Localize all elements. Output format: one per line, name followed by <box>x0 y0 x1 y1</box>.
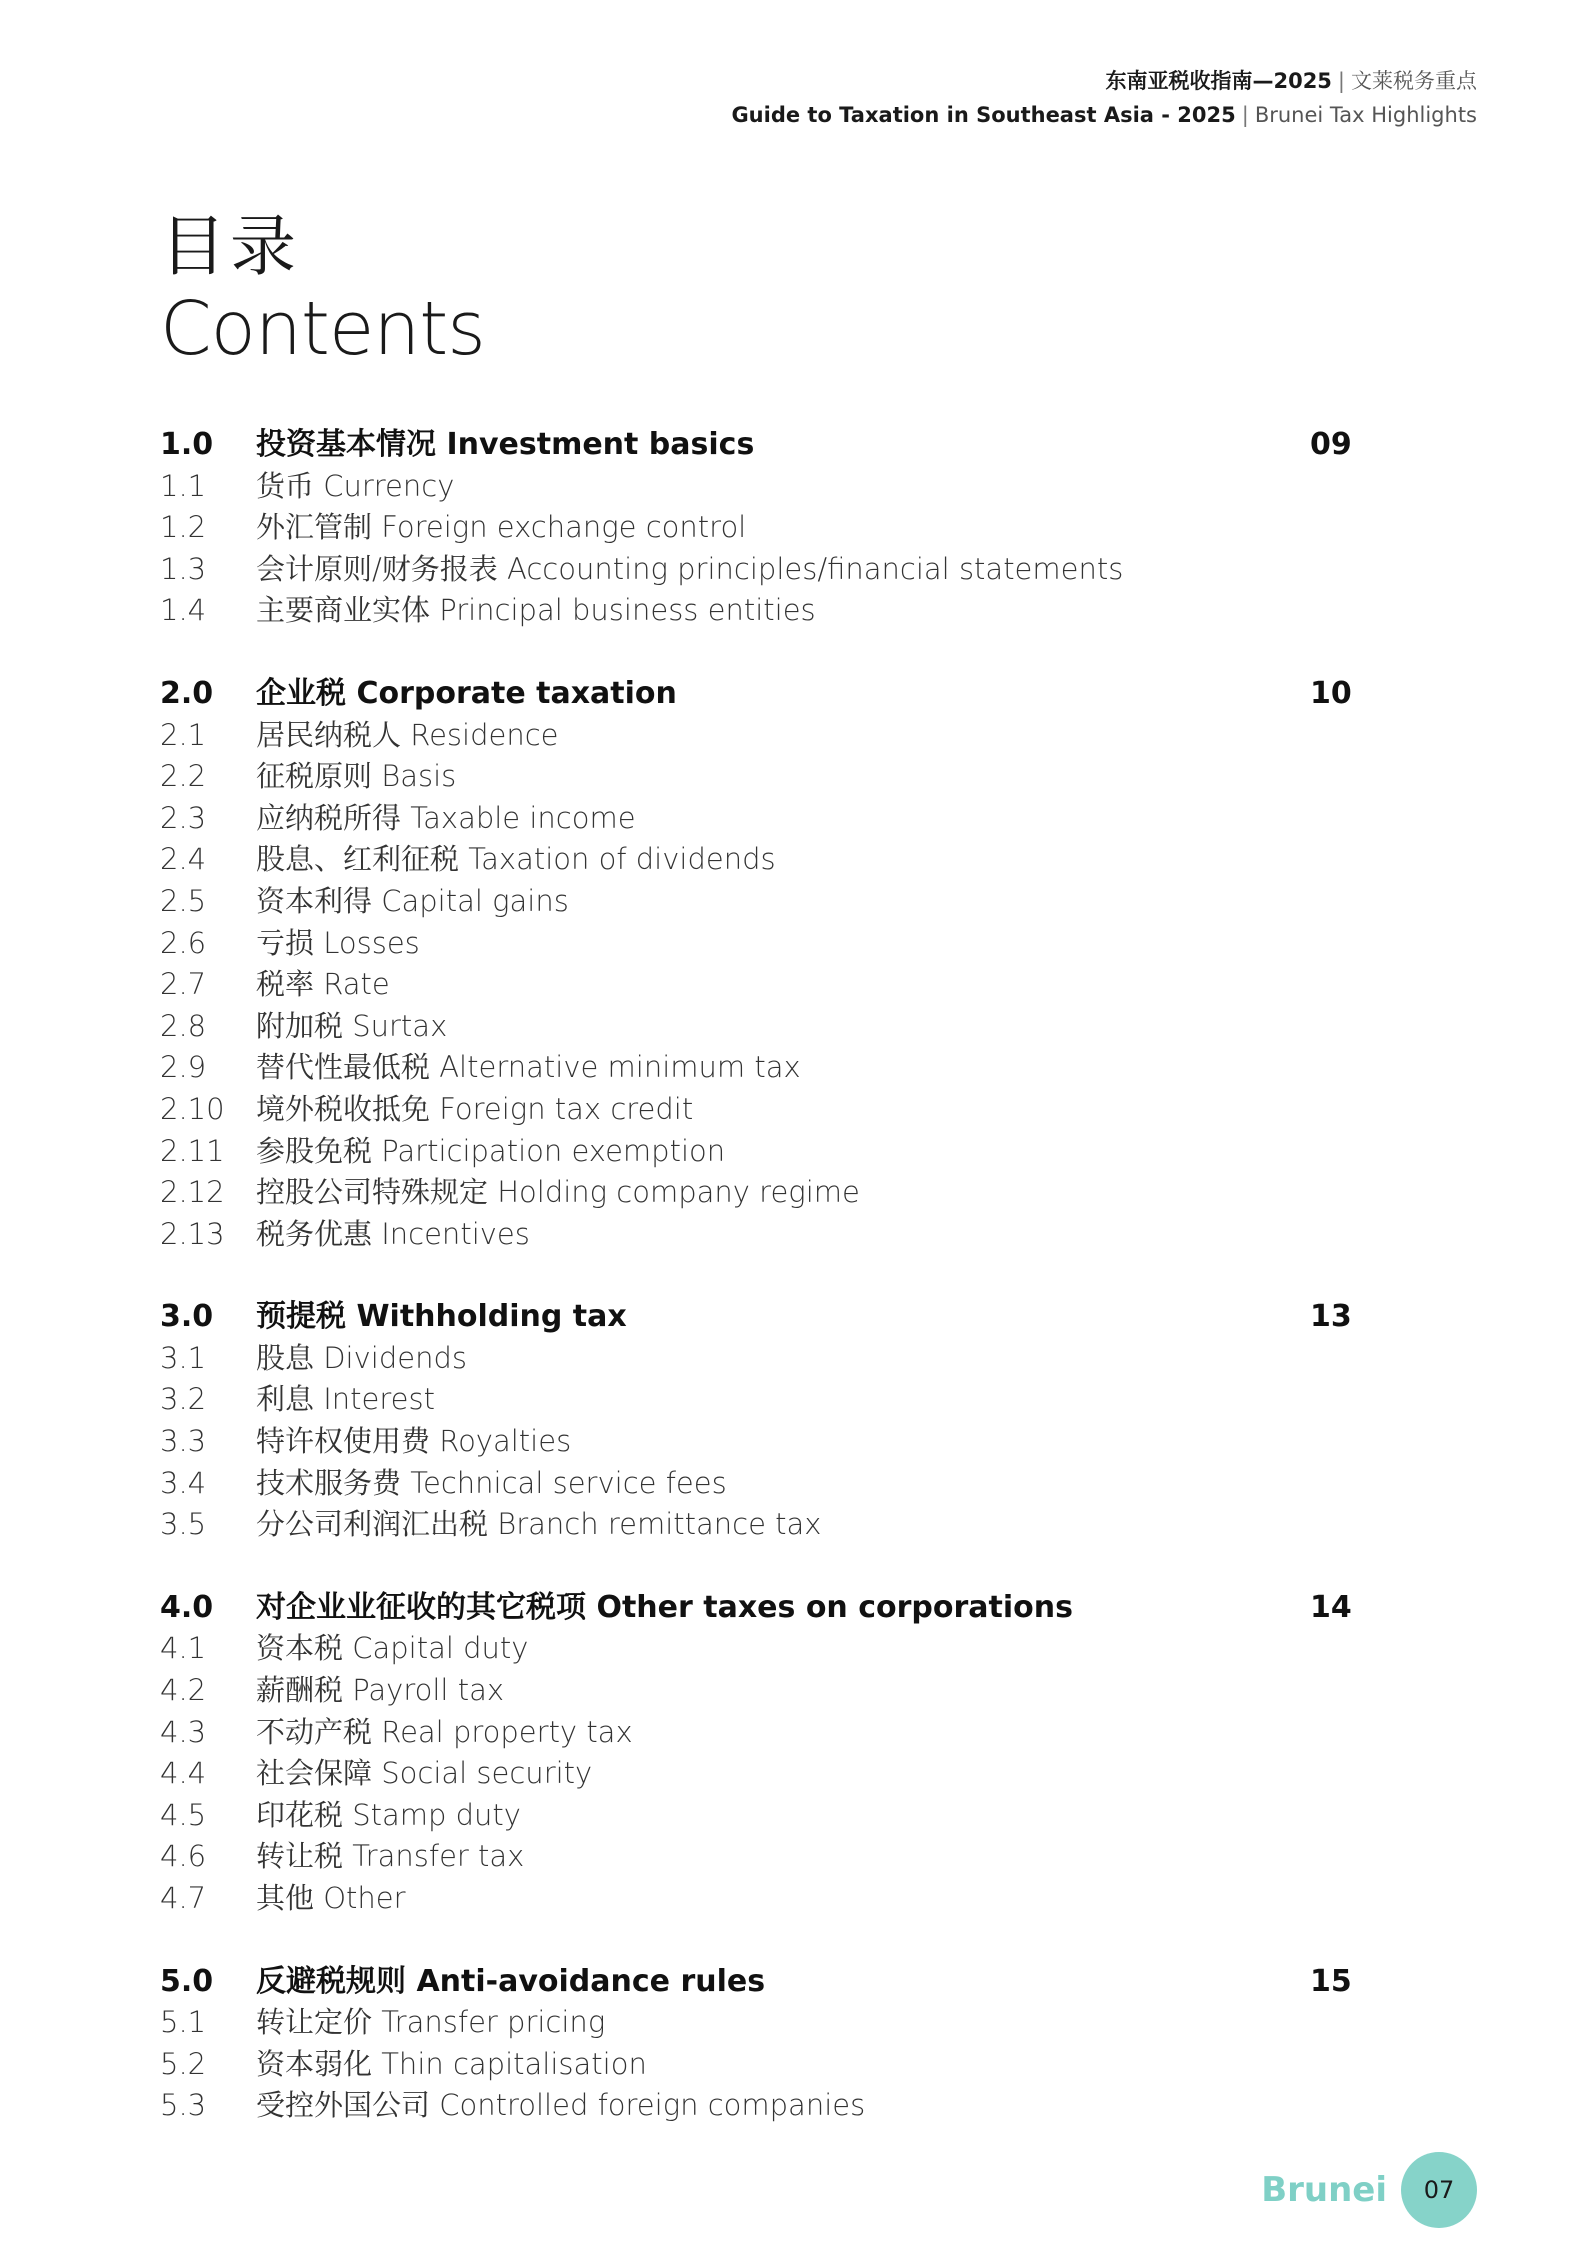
item-title: 税率 Rate <box>256 967 390 1002</box>
item-title: 社会保障 Social security <box>256 1756 593 1791</box>
item-number: 2.10 <box>160 1091 225 1126</box>
section-number: 4.0 <box>160 1589 214 1625</box>
section-title: 预提税 Withholding tax <box>256 1299 627 1335</box>
toc-item[interactable] <box>160 1836 1360 1878</box>
item-title: 居民纳税人 Residence <box>256 717 559 752</box>
toc-item[interactable] <box>160 1504 1360 1546</box>
item-number: 1.2 <box>160 510 207 545</box>
item-title: 转让定价 Transfer pricing <box>256 2005 606 2040</box>
item-number: 3.2 <box>160 1382 207 1417</box>
toc-item[interactable] <box>160 1712 1360 1754</box>
item-title: 股息 Dividends <box>256 1340 467 1375</box>
item-number: 2.2 <box>160 759 207 794</box>
section-number: 5.0 <box>160 1963 214 1999</box>
toc-section <box>160 1296 1360 1546</box>
section-page: 13 <box>1310 1299 1352 1335</box>
item-title: 分公司利润汇出税 Branch remittance tax <box>256 1507 822 1542</box>
toc-item[interactable] <box>160 1753 1360 1795</box>
item-number: 4.2 <box>160 1673 207 1708</box>
title-en: Contents <box>160 286 485 372</box>
item-title: 转让税 Transfer tax <box>256 1839 525 1874</box>
item-number: 3.4 <box>160 1465 207 1500</box>
item-number: 3.1 <box>160 1340 207 1375</box>
toc-section <box>160 673 1360 1255</box>
item-title: 主要商业实体 Principal business entities <box>256 593 816 628</box>
section-page: 09 <box>1310 427 1352 462</box>
item-title: 技术服务费 Technical service fees <box>256 1465 727 1500</box>
header-en-title: Guide to Taxation in Southeast Asia - 2025 <box>731 103 1236 127</box>
toc-item[interactable] <box>160 1670 1360 1712</box>
section-page: 15 <box>1310 1963 1352 1999</box>
item-number: 4.7 <box>160 1881 207 1915</box>
section-page: 10 <box>1310 675 1352 711</box>
item-number: 5.3 <box>160 2088 207 2123</box>
item-number: 1.3 <box>160 551 207 586</box>
toc-item[interactable] <box>160 2002 1360 2044</box>
item-number: 2.5 <box>160 883 207 918</box>
toc-item[interactable] <box>160 2085 1360 2127</box>
item-number: 2.1 <box>160 717 207 752</box>
item-title: 特许权使用费 Royalties <box>256 1424 572 1459</box>
toc-item[interactable] <box>160 1047 1360 1089</box>
item-number: 4.3 <box>160 1714 207 1749</box>
item-title: 参股免税 Participation exemption <box>256 1133 726 1168</box>
section-title: 反避税规则 Anti-avoidance rules <box>256 1963 766 1999</box>
toc-item[interactable] <box>160 923 1360 965</box>
header-separator: | <box>1241 103 1249 127</box>
item-number: 5.2 <box>160 2046 207 2081</box>
toc-section-heading[interactable] <box>160 1961 1360 2003</box>
item-title: 外汇管制 Foreign exchange control <box>256 510 747 545</box>
toc-section-heading[interactable] <box>160 1296 1360 1338</box>
toc-item[interactable] <box>160 881 1360 923</box>
header-en-line <box>731 98 1477 132</box>
item-number: 3.5 <box>160 1507 207 1542</box>
toc-item[interactable] <box>160 1214 1360 1256</box>
item-number: 4.1 <box>160 1631 207 1666</box>
item-title: 其他 Other <box>256 1881 406 1915</box>
toc-section-heading[interactable] <box>160 1587 1360 1629</box>
item-title: 资本利得 Capital gains <box>256 883 569 918</box>
toc-item[interactable] <box>160 756 1360 798</box>
toc-item[interactable] <box>160 1006 1360 1048</box>
item-title: 薪酬税 Payroll tax <box>256 1673 505 1708</box>
item-title: 货币 Currency <box>256 468 455 503</box>
section-title: 投资基本情况 Investment basics <box>256 427 755 462</box>
header-zh-line <box>731 64 1477 98</box>
toc-section <box>160 1587 1360 1920</box>
item-number: 2.8 <box>160 1008 207 1043</box>
toc-section-heading[interactable] <box>160 673 1360 715</box>
section-title: 企业税 Corporate taxation <box>256 675 677 711</box>
item-title: 控股公司特殊规定 Holding company regime <box>256 1175 860 1210</box>
section-title: 对企业业征收的其它税项 Other taxes on corporations <box>256 1589 1073 1625</box>
toc-item[interactable] <box>160 1379 1360 1421</box>
item-title: 替代性最低税 Alternative minimum tax <box>256 1050 801 1085</box>
item-number: 2.11 <box>160 1133 225 1168</box>
toc-item[interactable] <box>160 1463 1360 1505</box>
toc-item[interactable] <box>160 1089 1360 1131</box>
title-zh: 目录 <box>160 208 300 285</box>
header-separator: | <box>1337 69 1345 93</box>
item-title: 亏损 Losses <box>256 925 420 960</box>
table-of-contents <box>160 424 1360 2168</box>
toc-item[interactable] <box>160 1338 1360 1380</box>
section-number: 3.0 <box>160 1299 214 1335</box>
item-number: 2.3 <box>160 800 207 835</box>
item-title: 税务优惠 Incentives <box>256 1216 530 1251</box>
item-title: 股息、红利征税 Taxation of dividends <box>256 842 776 877</box>
item-title: 资本弱化 Thin capitalisation <box>256 2046 647 2081</box>
toc-section <box>160 1961 1360 2127</box>
item-number: 2.13 <box>160 1216 225 1251</box>
item-number: 4.5 <box>160 1797 207 1832</box>
toc-item[interactable] <box>160 1795 1360 1837</box>
toc-item[interactable] <box>160 1421 1360 1463</box>
item-title: 利息 Interest <box>256 1382 435 1417</box>
toc-item[interactable] <box>160 1172 1360 1214</box>
section-number: 2.0 <box>160 675 214 711</box>
item-number: 2.7 <box>160 967 207 1002</box>
section-page: 14 <box>1310 1589 1352 1625</box>
toc-section-heading[interactable] <box>160 424 1360 466</box>
header-zh-title: 东南亚税收指南—2025 <box>1105 69 1332 93</box>
item-title: 境外税收抵免 Foreign tax credit <box>256 1091 694 1126</box>
page-header <box>731 64 1477 132</box>
item-number: 5.1 <box>160 2005 207 2040</box>
toc-item[interactable] <box>160 2044 1360 2086</box>
toc-section <box>160 424 1360 632</box>
page-title <box>160 208 485 372</box>
item-number: 2.6 <box>160 925 207 960</box>
item-title: 附加税 Surtax <box>256 1008 448 1043</box>
item-title: 受控外国公司 Controlled foreign companies <box>256 2088 866 2123</box>
item-number: 1.1 <box>160 468 207 503</box>
toc-item[interactable] <box>160 507 1360 549</box>
item-number: 4.4 <box>160 1756 207 1791</box>
header-en-subtitle: Brunei Tax Highlights <box>1254 103 1477 127</box>
toc-item[interactable] <box>160 1878 1360 1920</box>
item-number: 3.3 <box>160 1424 207 1459</box>
item-number: 1.4 <box>160 593 207 628</box>
toc-item[interactable] <box>160 839 1360 881</box>
toc-item[interactable] <box>160 549 1360 591</box>
item-title: 资本税 Capital duty <box>256 1631 529 1666</box>
toc-item[interactable] <box>160 964 1360 1006</box>
item-title: 会计原则/财务报表 Accounting principles/financial statements <box>256 551 1124 586</box>
page-number-badge: 07 <box>1401 2152 1477 2228</box>
item-title: 印花税 Stamp duty <box>256 1797 521 1832</box>
toc-item[interactable] <box>160 1628 1360 1670</box>
toc-item[interactable] <box>160 1131 1360 1173</box>
item-title: 应纳税所得 Taxable income <box>256 800 636 835</box>
item-title: 征税原则 Basis <box>256 759 457 794</box>
section-number: 1.0 <box>160 427 214 462</box>
item-number: 2.4 <box>160 842 207 877</box>
toc-item[interactable] <box>160 715 1360 757</box>
item-number: 2.9 <box>160 1050 207 1085</box>
item-number: 4.6 <box>160 1839 207 1874</box>
toc-item[interactable] <box>160 466 1360 508</box>
item-title: 不动产税 Real property tax <box>256 1714 633 1749</box>
footer-brand: Brunei <box>1261 2170 1387 2210</box>
toc-item[interactable] <box>160 798 1360 840</box>
header-zh-subtitle: 文莱税务重点 <box>1351 69 1477 93</box>
toc-item[interactable] <box>160 590 1360 632</box>
item-number: 2.12 <box>160 1175 225 1210</box>
page-footer <box>1261 2152 1477 2228</box>
